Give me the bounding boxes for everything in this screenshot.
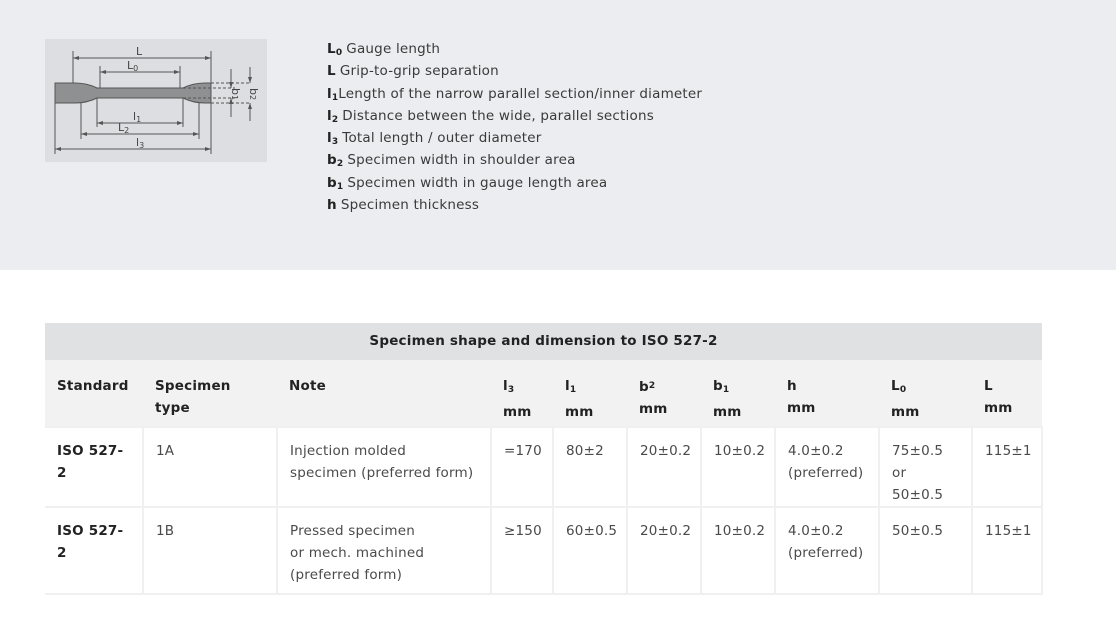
table-header-row (45, 360, 1042, 427)
legend-text: Total length / outer diameter (342, 130, 542, 147)
legend-item (327, 38, 847, 60)
cell-standard: ISO 527-2 (45, 507, 143, 594)
dumbbell-specimen-drawing (45, 39, 267, 162)
legend-item (327, 172, 847, 194)
cell-l1: 80±2 (553, 427, 627, 507)
legend-item (327, 149, 847, 171)
legend-text: Specimen thickness (340, 197, 480, 214)
legend-symbol: L (327, 63, 336, 80)
header-h: h mm (775, 360, 879, 427)
symbol-legend (327, 38, 847, 216)
table-row (45, 507, 1042, 594)
legend-text: Gauge length (346, 41, 441, 57)
header-L: L mm (972, 360, 1042, 427)
cell-b1: 10±0.2 (701, 427, 775, 507)
table-caption: Specimen shape and dimension to ISO 527-2 (45, 323, 1042, 360)
legend-symbol: $l_1$ (327, 85, 339, 103)
cell-L: 115±1 (972, 427, 1042, 507)
diagram-label-l1: l1 (133, 110, 142, 124)
cell-L: 115±1 (972, 507, 1042, 594)
legend-symbol: h (327, 197, 337, 214)
cell-b2: 20±0.2 (627, 427, 701, 507)
header-note: Note (277, 360, 491, 427)
header-specimen-type: Specimen type (143, 360, 277, 427)
legend-item (327, 60, 847, 82)
header-standard: Standard (45, 360, 143, 427)
legend-symbol: $b_1$ (327, 174, 344, 192)
header-b2: $b^2$ mm (627, 360, 701, 427)
header-b1: $b_1$ mm (701, 360, 775, 427)
legend-text: Specimen width in shoulder area (347, 152, 576, 169)
legend-text: Distance between the wide, parallel sections (342, 107, 654, 124)
diagram-label-b1: b1 (229, 88, 242, 101)
legend-item (327, 127, 847, 149)
header-l3: $l_3$ mm (491, 360, 553, 427)
cell-h: 4.0±0.2 (preferred) (775, 427, 879, 507)
specimen-outline (55, 83, 211, 103)
legend-text: Grip-to-grip separation (339, 63, 499, 80)
dimension-table (45, 360, 1043, 595)
diagram-label-L2: L2 (118, 121, 130, 135)
cell-h: 4.0±0.2 (preferred) (775, 507, 879, 594)
header-l1: $l_1$ mm (553, 360, 627, 427)
cell-specimen-type: 1A (143, 427, 277, 507)
cell-l3: ≥150 (491, 507, 553, 594)
cell-L0: 75±0.5 or 50±0.5 (879, 427, 972, 507)
diagram-label-l3: l3 (136, 136, 145, 150)
cell-specimen-type: 1B (143, 507, 277, 594)
definitions-section (0, 0, 1116, 270)
diagram-label-b2: b2 (247, 88, 260, 101)
legend-text: Specimen width in gauge length area (347, 174, 608, 191)
header-L0: $L_0$ mm (879, 360, 972, 427)
legend-symbol: $l_3$ (327, 130, 339, 148)
cell-l3: =170 (491, 427, 553, 507)
cell-note: Injection molded specimen (preferred form) (277, 427, 491, 507)
cell-b2: 20±0.2 (627, 507, 701, 594)
legend-item (327, 194, 847, 216)
specimen-diagram (45, 39, 267, 162)
cell-note: Pressed specimen or mech. machined (preferred form) (277, 507, 491, 594)
diagram-label-L0: L0 (127, 59, 139, 73)
legend-symbol: $l_2$ (327, 107, 339, 125)
legend-symbol: $b_2$ (327, 152, 344, 170)
cell-standard: ISO 527-2 (45, 427, 143, 507)
legend-item (327, 83, 847, 105)
cell-l1: 60±0.5 (553, 507, 627, 594)
legend-item (327, 105, 847, 127)
table-row (45, 427, 1042, 507)
legend-text: Length of the narrow parallel section/inner diameter (338, 85, 703, 102)
diagram-label-L: L (136, 45, 143, 58)
cell-b1: 10±0.2 (701, 507, 775, 594)
cell-L0: 50±0.5 (879, 507, 972, 594)
legend-symbol: $L_0$ (327, 41, 343, 58)
specimen-table (45, 323, 1042, 595)
